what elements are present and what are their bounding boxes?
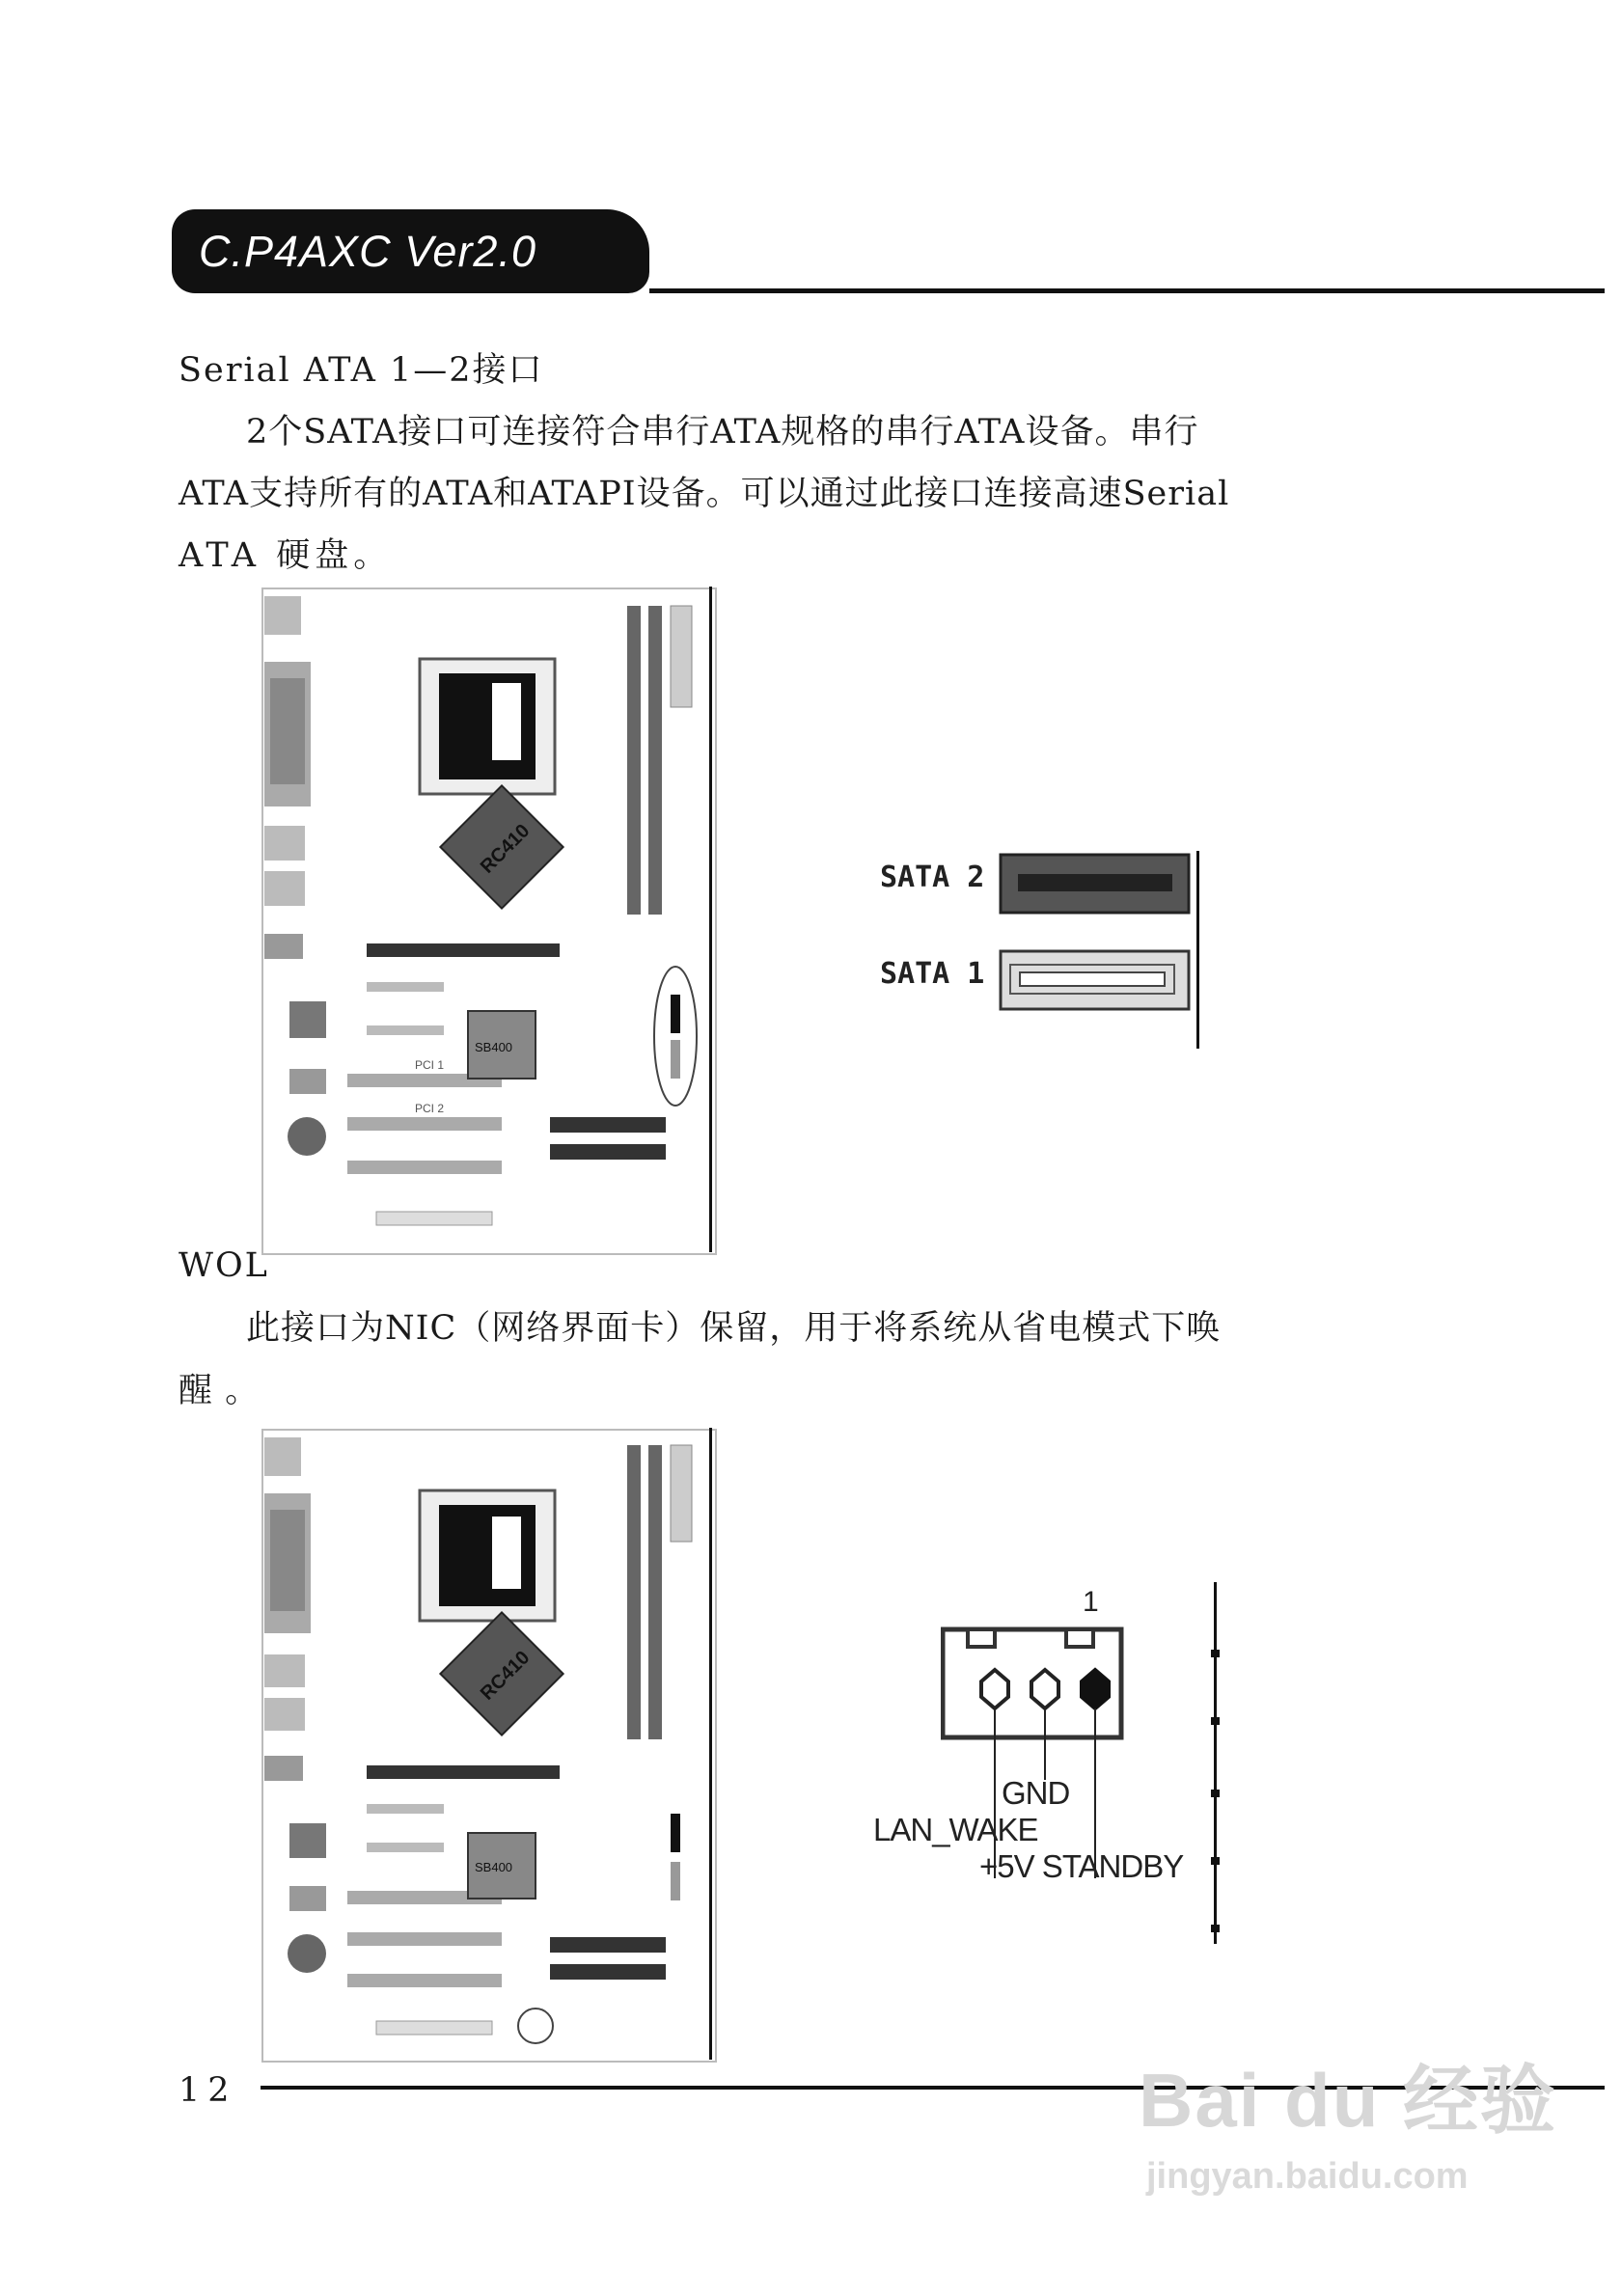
north-bridge-label: RC410 bbox=[476, 820, 535, 878]
header-rule bbox=[649, 288, 1605, 293]
pin-label-lan-wake: LAN_WAKE bbox=[873, 1812, 1038, 1847]
wol-paragraph-line-1: 此接口为NIC（网络界面卡）保留，用于将系统从省电模式下唤 bbox=[246, 1309, 1222, 1348]
motherboard-diagram-sata bbox=[261, 587, 719, 1257]
document-header-title: C.P4AXC Ver2.0 bbox=[172, 209, 649, 293]
wol-paragraph-line-2: 醒 。 bbox=[179, 1372, 261, 1410]
pin-label-5v-standby: +5V STANDBY bbox=[979, 1848, 1184, 1884]
diagram-divider bbox=[709, 587, 712, 1252]
sata-connector-detail bbox=[999, 851, 1206, 1053]
wol-connector-rail bbox=[1210, 1582, 1223, 1949]
pci1-label: PCI 1 bbox=[415, 1058, 445, 1072]
south-bridge-label-2: SB400 bbox=[475, 1860, 513, 1874]
watermark-logo: Bai du 经验 bbox=[1139, 2058, 1558, 2143]
pci2-label: PCI 2 bbox=[415, 1102, 445, 1115]
wol-heading: WOL bbox=[179, 1246, 269, 1285]
sata-heading: Serial ATA 1—2接口 bbox=[179, 351, 544, 390]
sata2-label: SATA 2 bbox=[880, 861, 985, 894]
page-number: 12 bbox=[179, 2071, 237, 2110]
pin1-number: 1 bbox=[1083, 1586, 1098, 1618]
sata1-label: SATA 1 bbox=[880, 957, 985, 991]
diagram-divider-2 bbox=[709, 1428, 712, 2060]
watermark-url: jingyan.baidu.com bbox=[1146, 2156, 1469, 2197]
sata-paragraph-line-2: ATA支持所有的ATA和ATAPI设备。可以通过此接口连接高速Serial bbox=[179, 475, 1230, 513]
south-bridge-label: SB400 bbox=[475, 1040, 513, 1054]
motherboard-diagram-wol bbox=[261, 1428, 719, 2064]
north-bridge-label-2: RC410 bbox=[476, 1647, 535, 1705]
sata-paragraph-line-1: 2个SATA接口可连接符合串行ATA规格的串行ATA设备。串行 bbox=[246, 413, 1199, 451]
pin-label-gnd: GND bbox=[1002, 1775, 1070, 1811]
sata-paragraph-line-3: ATA 硬盘。 bbox=[179, 536, 393, 575]
